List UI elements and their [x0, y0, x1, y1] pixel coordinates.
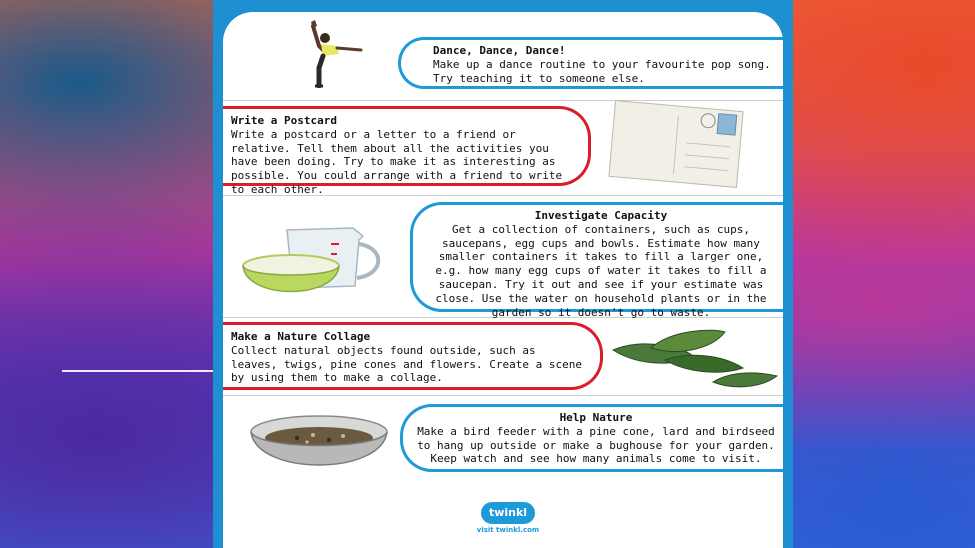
- divider: [223, 395, 783, 396]
- activity-card-capacity: [410, 202, 783, 319]
- activity-card-nature-collage: [223, 322, 603, 390]
- leaves-icon: [611, 324, 779, 390]
- website-link[interactable]: visit twinkl.com: [476, 526, 540, 534]
- activity-poster: [213, 0, 793, 548]
- activity-card-help-nature: [400, 404, 783, 472]
- activity-description: Collect natural objects found outside, such as leaves, twigs, pine cones and flowers. Create a scene by using them to make a collage.: [231, 343, 582, 385]
- activity-description: Make a bird feeder with a pine cone, lard and birdseed to hang up outside or make a bughouse for your garden. Keep watch and see how many animals come to visit.: [417, 424, 775, 466]
- activity-description: Write a postcard or a letter to a friend or relative. Tell them about all the activities you have been doing. Try to make it as interesting as possible. You could arrange with a friend to write to each other.: [231, 127, 563, 196]
- activity-description: Get a collection of containers, such as cups, saucepans, egg cups and bowls. Estimate how many smaller containers it takes to fill a larger one, e.g. how many egg cups of water it takes to fill a saucepan. Try it out and see if your estimate was close. Use the water on household plants or in the garden so it doesn't go to waste.: [435, 222, 767, 319]
- measuring-jug-bowl-icon: [235, 214, 393, 310]
- activity-title: Investigate Capacity: [534, 209, 668, 222]
- twinkl-logo[interactable]: twinkl: [481, 502, 535, 524]
- activity-card-dance: [398, 37, 783, 89]
- activity-title: Help Nature: [559, 411, 633, 424]
- dancer-icon: [275, 16, 371, 88]
- activity-title: Write a Postcard: [231, 114, 337, 127]
- activity-title: Dance, Dance, Dance!: [433, 44, 566, 57]
- seed-bowl-icon: [247, 410, 391, 482]
- activity-title: Make a Nature Collage: [231, 330, 371, 343]
- activity-card-postcard: [223, 106, 591, 196]
- postcard-icon: [606, 100, 746, 188]
- poster-inner: [223, 12, 783, 548]
- decorative-line: [62, 370, 217, 372]
- activity-description: Make up a dance routine to your favourite pop song. Try teaching it to someone else.: [433, 57, 771, 85]
